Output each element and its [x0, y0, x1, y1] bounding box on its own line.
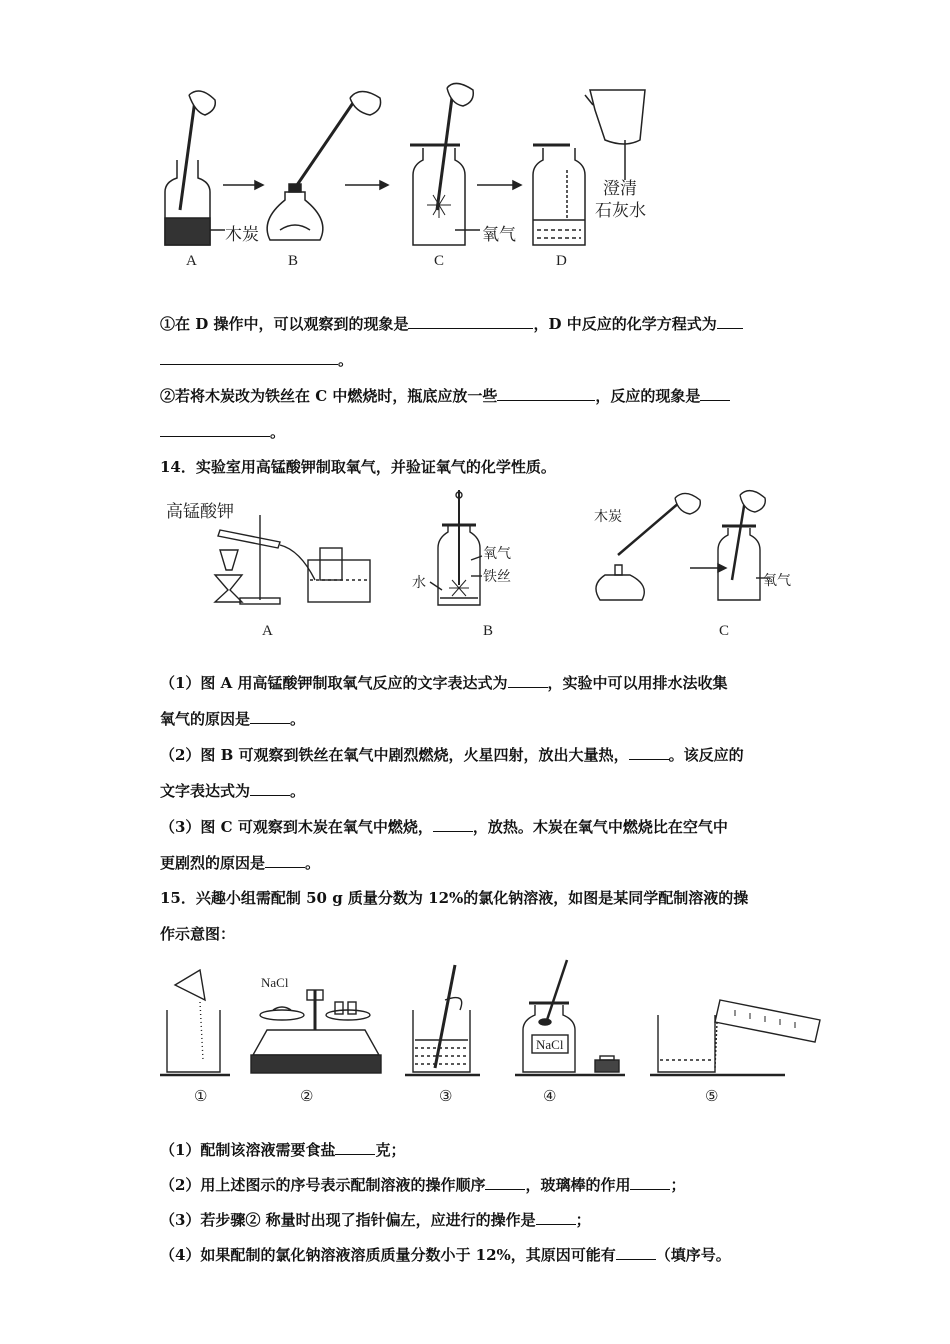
q15-part2: [160, 1174, 685, 1195]
q14-part2-line1: [160, 744, 744, 765]
q13-part1-blank-2: [717, 314, 743, 329]
q15-part1-text-a: （1）配制该溶液需要食盐: [160, 1141, 336, 1159]
fig1-limewater-label-1: 澄清: [603, 179, 637, 199]
arrow-a-b: [223, 181, 263, 189]
q15-part1-end: 克；: [375, 1141, 406, 1159]
fig3-label-5: ⑤: [705, 1089, 719, 1105]
q15-part4: [160, 1244, 731, 1265]
fig3-label-1: ①: [194, 1089, 208, 1105]
fig1-label-c: C: [434, 253, 445, 269]
q15-title-line2: 作示意图：: [160, 925, 236, 943]
q14-title: 14．实验室用高锰酸钾制取氧气，并验证氧气的化学性质。: [160, 458, 556, 476]
q15-part1-blank: [335, 1140, 375, 1155]
fig3-label-3: ③: [439, 1089, 453, 1105]
arrow-c-d: [477, 181, 521, 189]
q15-part3-end: ；: [575, 1211, 591, 1229]
fig1-oxygen-label: 氧气: [482, 225, 516, 245]
fig2-label-b: B: [483, 623, 494, 639]
apparatus-c-illustration: [596, 491, 770, 600]
arrow-b-c: [345, 181, 388, 189]
q13-part2-line2: [160, 421, 285, 442]
q15-part2-blank-2: [630, 1175, 670, 1190]
q14-part1-line2: [160, 708, 305, 729]
q14-part2-text-a: （2）图 B 可观察到铁丝在氧气中剧烈燃烧，火星四射，放出大量热，: [160, 746, 629, 764]
q14-part3-end: 。: [305, 854, 321, 872]
fig3-nacl-label-1: NaCl: [261, 975, 289, 990]
q13-part1-text-b: ，D 中反应的化学方程式为: [533, 315, 717, 333]
q13-part2-blank-3: [160, 422, 270, 437]
q14-part3-line1: [160, 816, 728, 837]
q13-part2-text-a: ②若将木炭改为铁丝在 C 中燃烧时，瓶底应放一些: [160, 387, 498, 405]
step5-illustration: [650, 1000, 820, 1075]
q13-part1-blank-3: [160, 350, 338, 365]
q15-title-line1: 15．兴趣小组需配制 50 g 质量分数为 12%的氯化钠溶液，如图是某同学配制溶液的操: [160, 889, 749, 907]
fig2-iron-label: 铁丝: [483, 569, 511, 585]
q15-part2-end: ；: [670, 1176, 686, 1194]
fig1-limewater-label-2: 石灰水: [595, 201, 646, 221]
q14-part3-blank-1: [433, 817, 473, 832]
q14-part2-blank-2: [250, 781, 290, 796]
q13-part2-text-b: ，反应的现象是: [595, 387, 701, 405]
fig2-label-c: C: [719, 623, 730, 639]
q15-part4-blank: [616, 1245, 656, 1260]
apparatus-b-illustration: [430, 490, 482, 605]
q15-part3: [160, 1209, 591, 1230]
fig2-water-label: 水: [412, 575, 426, 591]
step4-illustration: [515, 960, 625, 1075]
fig2-label-a: A: [262, 623, 273, 639]
fig1-label-a: A: [186, 253, 197, 269]
q14-part2-line2: [160, 780, 305, 801]
q13-part1-line1: [160, 313, 743, 334]
q15-part4-end: （填序号。: [655, 1246, 731, 1264]
q14-part3-text-b: ，放热。木炭在氧气中燃烧比在空气中: [472, 818, 728, 836]
fig2-charcoal-label: 木炭: [594, 509, 622, 525]
fig3-label-4: ④: [543, 1089, 557, 1105]
fig1-charcoal-label: 木炭: [225, 225, 259, 245]
q14-part1-line1: [160, 672, 728, 693]
q14-part2-end: 。: [290, 782, 306, 800]
q14-part1-text-a: （1）图 A 用高锰酸钾制取氧气反应的文字表达式为: [160, 674, 508, 692]
q14-part3-blank-2: [265, 853, 305, 868]
q14-part3-text-a: （3）图 C 可观察到木炭在氧气中燃烧，: [160, 818, 433, 836]
q13-part2-end: 。: [270, 423, 286, 441]
q13-part1-text-a: ①在 D 操作中，可以观察到的现象是: [160, 315, 409, 333]
step3-illustration: [405, 965, 480, 1075]
fig2-kmno4-label: 高锰酸钾: [166, 502, 234, 522]
apparatus-a-illustration: [215, 515, 370, 604]
q13-part2-line1: [160, 385, 730, 406]
q14-part1-blank-2: [250, 709, 290, 724]
q13-part2-blank-1: [497, 386, 595, 401]
q14-part2-text-b: 。该反应的: [668, 746, 744, 764]
q15-part3-text-a: （3）若步骤② 称量时出现了指针偏左，应进行的操作是: [160, 1211, 536, 1229]
q14-part2-text-c: 文字表达式为: [160, 782, 251, 800]
q15-part1: [160, 1139, 405, 1160]
step1-illustration: [160, 970, 230, 1075]
bottle-d-illustration: [533, 90, 645, 245]
q14-part2-blank-1: [629, 745, 669, 760]
bottle-a-illustration: [165, 91, 225, 245]
q14-part1-text-c: 氧气的原因是: [160, 710, 251, 728]
q13-part1-blank-1: [408, 314, 533, 329]
fig2-oxygen-b-label: 氧气: [483, 546, 511, 562]
q15-part2-blank-1: [485, 1175, 525, 1190]
figure-charcoal-combustion: [155, 70, 675, 280]
q15-part4-text-a: （4）如果配制的氯化钠溶液溶质质量分数小于 12%，其原因可能有: [160, 1246, 616, 1264]
q14-part1-text-b: ，实验中可以用排水法收集: [547, 674, 728, 692]
fig1-label-d: D: [556, 253, 567, 269]
q15-part3-blank: [536, 1210, 576, 1225]
q14-part3-text-c: 更剧烈的原因是: [160, 854, 266, 872]
q13-part2-blank-2: [700, 386, 730, 401]
q14-part1-blank-1: [508, 673, 548, 688]
lamp-b-illustration: [267, 92, 380, 241]
figure-solution-preparation: [155, 960, 835, 1085]
fig3-label-2: ②: [300, 1089, 314, 1105]
q15-part2-text-a: （2）用上述图示的序号表示配制溶液的操作顺序: [160, 1176, 486, 1194]
q13-part1-line2: [160, 349, 353, 370]
bottle-c-illustration: [410, 83, 480, 245]
fig1-label-b: B: [288, 253, 299, 269]
q15-part2-text-b: ，玻璃棒的作用: [525, 1176, 631, 1194]
q14-part1-end: 。: [290, 710, 306, 728]
q13-part1-end: 。: [338, 351, 354, 369]
step2-illustration: [251, 990, 381, 1073]
fig2-oxygen-c-label: 氧气: [763, 573, 791, 589]
fig3-nacl-label-2: NaCl: [536, 1037, 564, 1052]
q14-part3-line2: [160, 852, 320, 873]
